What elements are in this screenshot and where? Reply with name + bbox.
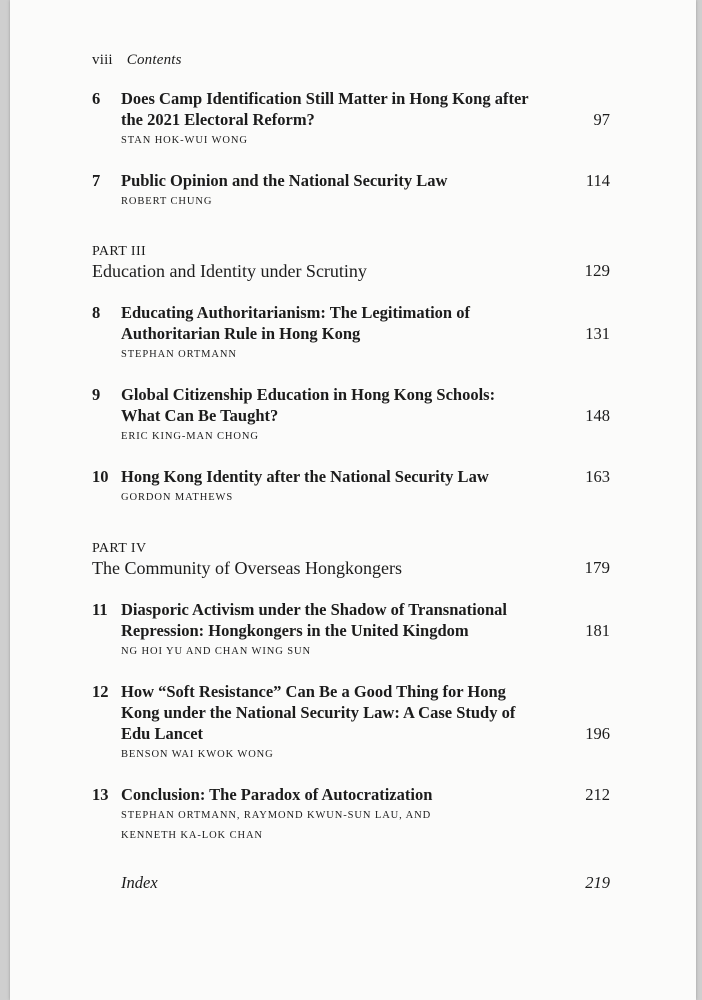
part-title: Education and Identity under Scrutiny xyxy=(92,261,367,281)
part-page-number: 179 xyxy=(584,558,610,577)
index-label: Index xyxy=(121,873,158,892)
page-folio: viii xyxy=(92,52,113,68)
chapter-title: Public Opinion and the National Security Law xyxy=(121,171,448,190)
chapter-number: 12 xyxy=(92,682,109,701)
chapter-number: 10 xyxy=(92,467,109,486)
chapter-page-number: 114 xyxy=(585,171,610,190)
running-head-title: Contents xyxy=(126,52,182,68)
chapter-number: 7 xyxy=(92,171,101,190)
chapter-page-number: 181 xyxy=(585,621,610,640)
chapter-authors: STAN HOK-WUI WONG xyxy=(121,135,248,146)
part-page-number: 129 xyxy=(584,261,610,280)
chapter-page-number: 97 xyxy=(593,110,610,129)
chapter-page-number: 131 xyxy=(585,324,610,343)
toc-entry-index[interactable] xyxy=(121,872,610,893)
chapter-number: 11 xyxy=(92,600,108,619)
chapter-number: 8 xyxy=(92,303,101,322)
chapter-authors: KENNETH KA-LOK CHAN xyxy=(121,830,263,841)
chapter-title: How “Soft Resistance” Can Be a Good Thing for Hong Kong under the National Security Law: A Case Study of Edu Lancet xyxy=(121,682,516,743)
part-label: PART III xyxy=(92,244,147,259)
chapter-authors: STEPHAN ORTMANN xyxy=(121,349,237,360)
book-page xyxy=(10,0,696,1000)
chapter-title: Hong Kong Identity after the National Security Law xyxy=(121,467,489,486)
chapter-authors: NG HOI YU AND CHAN WING SUN xyxy=(121,646,311,657)
chapter-page-number: 212 xyxy=(585,785,610,804)
toc-entry-part-iii[interactable] xyxy=(92,260,610,282)
chapter-title: Conclusion: The Paradox of Autocratization xyxy=(121,785,433,804)
chapter-authors: ROBERT CHUNG xyxy=(121,196,213,207)
chapter-page-number: 148 xyxy=(585,406,610,425)
chapter-number: 9 xyxy=(92,385,101,404)
chapter-page-number: 196 xyxy=(585,724,610,743)
chapter-title: Does Camp Identification Still Matter in Hong Kong after the 2021 Electoral Reform? xyxy=(121,89,529,129)
toc-entry-part-iv[interactable] xyxy=(92,557,610,579)
chapter-number: 6 xyxy=(92,89,101,108)
chapter-authors: GORDON MATHEWS xyxy=(121,492,234,503)
part-title: The Community of Overseas Hongkongers xyxy=(92,558,402,578)
chapter-number: 13 xyxy=(92,785,109,804)
part-label: PART IV xyxy=(92,541,147,556)
chapter-authors: BENSON WAI KWOK WONG xyxy=(121,749,274,760)
chapter-title: Diasporic Activism under the Shadow of Transnational Repression: Hongkongers in the United Kingdom xyxy=(121,600,507,640)
chapter-authors: ERIC KING-MAN CHONG xyxy=(121,431,259,442)
chapter-title: Global Citizenship Education in Hong Kong Schools: What Can Be Taught? xyxy=(121,385,496,425)
chapter-authors: STEPHAN ORTMANN, RAYMOND KWUN-SUN LAU, AND xyxy=(121,810,432,821)
index-page-number: 219 xyxy=(585,873,610,892)
chapter-page-number: 163 xyxy=(585,467,610,486)
running-head xyxy=(92,52,182,69)
chapter-title: Educating Authoritarianism: The Legitimation of Authoritarian Rule in Hong Kong xyxy=(121,303,470,343)
